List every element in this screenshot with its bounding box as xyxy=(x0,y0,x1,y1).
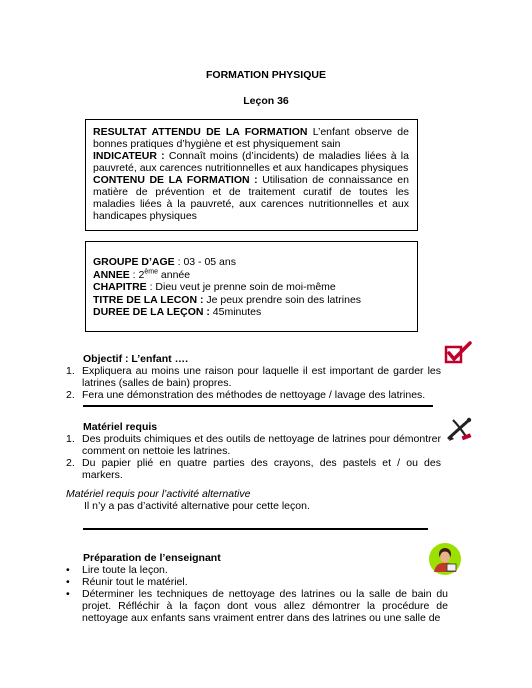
outcome-text xyxy=(93,126,409,222)
item-number: 2. xyxy=(66,457,75,469)
year-value: : 2 xyxy=(129,268,145,281)
preparation-heading: Préparation de l’enseignant xyxy=(83,552,221,564)
alternative-text: Il n’y a pas d’activité alternative pour cette leçon. xyxy=(84,500,310,512)
lesson-number: Leçon 36 xyxy=(243,95,289,107)
content-label: CONTENU DE LA FORMATION : xyxy=(93,174,258,186)
checkbox-check-icon xyxy=(444,341,472,365)
result-label: RESULTAT ATTENDU DE LA FORMATION xyxy=(93,126,308,138)
lesson-title-value: Je peux prendre soin des latrines xyxy=(203,293,362,306)
list-item xyxy=(66,457,441,481)
duration-line xyxy=(93,306,409,319)
item-text: Déterminer les techniques de nettoyage des latrines ou la salle de bain du projet. Réfléchir à la façon dont vous allez démontrer la procédure de nettoyage aux enfants sans vraiment entrer dans des latrines ou une salle de xyxy=(82,588,448,624)
indicator-text: Connaît moins (d’incidents) de maladies liées à la pauvreté, aux carences nutritionnelles et aux handicapes physiques xyxy=(93,150,409,174)
document-title: FORMATION PHYSIQUE xyxy=(206,69,326,81)
indicator-label: INDICATEUR : xyxy=(93,150,165,162)
list-item xyxy=(66,365,441,389)
item-text: Fera une démonstration des méthodes de nettoyage / lavage des latrines. xyxy=(82,389,426,401)
objective-heading: Objectif : L’enfant …. xyxy=(83,353,189,365)
year-label: ANNEE xyxy=(93,268,130,281)
bullet-icon: • xyxy=(66,588,70,600)
content-text: Utilisation de connaissance en matière de prévention et de traitement curatif de toutes les maladies liées à la pauvreté, aux carences nutritionnelles et aux handicapes physiques xyxy=(93,174,409,222)
item-text: Lire toute la leçon. xyxy=(82,564,168,576)
lesson-title-line xyxy=(93,294,409,307)
duration-label: DUREE DE LA LEÇON : xyxy=(93,306,210,318)
materials-list xyxy=(66,433,441,481)
result-text: L’enfant observe de bonnes pratiques d’hygiène et est physiquement sain xyxy=(93,126,409,150)
learning-outcome-box xyxy=(85,119,418,231)
item-text: Expliquera au moins une raison pour laquelle il est important de garder les latrines (salles de bain) propres. xyxy=(82,365,441,389)
age-label: GROUPE D’AGE xyxy=(93,256,175,268)
objective-list xyxy=(66,365,441,401)
list-item xyxy=(66,588,448,624)
chapter-label: CHAPITRE xyxy=(93,281,147,293)
materials-heading: Matériel requis xyxy=(83,421,158,433)
item-number: 1. xyxy=(66,365,75,377)
alternative-heading: Matériel requis pour l’activité alternative xyxy=(66,488,251,500)
item-text: Des produits chimiques et des outils de nettoyage de latrines pour démontrer comment on nettoie les latrines. xyxy=(82,433,441,457)
chapter-value: : Dieu veut je prenne soin de moi-même xyxy=(146,281,336,293)
year-superscript: ème xyxy=(144,268,158,275)
year-suffix: année xyxy=(157,268,191,281)
item-text: Réunir tout le matériel. xyxy=(82,576,188,588)
lesson-title-label: TITRE DE LA LECON : xyxy=(93,293,204,306)
list-item xyxy=(66,576,448,588)
list-item xyxy=(66,433,441,457)
preparation-list xyxy=(66,564,448,624)
bullet-icon: • xyxy=(66,576,70,588)
bullet-icon: • xyxy=(66,564,70,576)
chapter-line xyxy=(93,281,409,294)
pencil-tools-icon xyxy=(445,414,475,444)
lesson-info-box xyxy=(85,241,418,332)
section-divider xyxy=(83,405,433,407)
item-number: 1. xyxy=(66,433,75,445)
year-line xyxy=(93,269,409,282)
item-text: Du papier plié en quatre parties des crayons, des pastels et / ou des markers. xyxy=(82,457,441,481)
section-divider xyxy=(83,528,428,530)
list-item xyxy=(66,564,448,576)
list-item xyxy=(66,389,441,401)
item-number: 2. xyxy=(66,389,75,401)
duration-value: 45minutes xyxy=(209,306,262,318)
age-line xyxy=(93,256,409,269)
age-value: : 03 - 05 ans xyxy=(174,256,236,268)
